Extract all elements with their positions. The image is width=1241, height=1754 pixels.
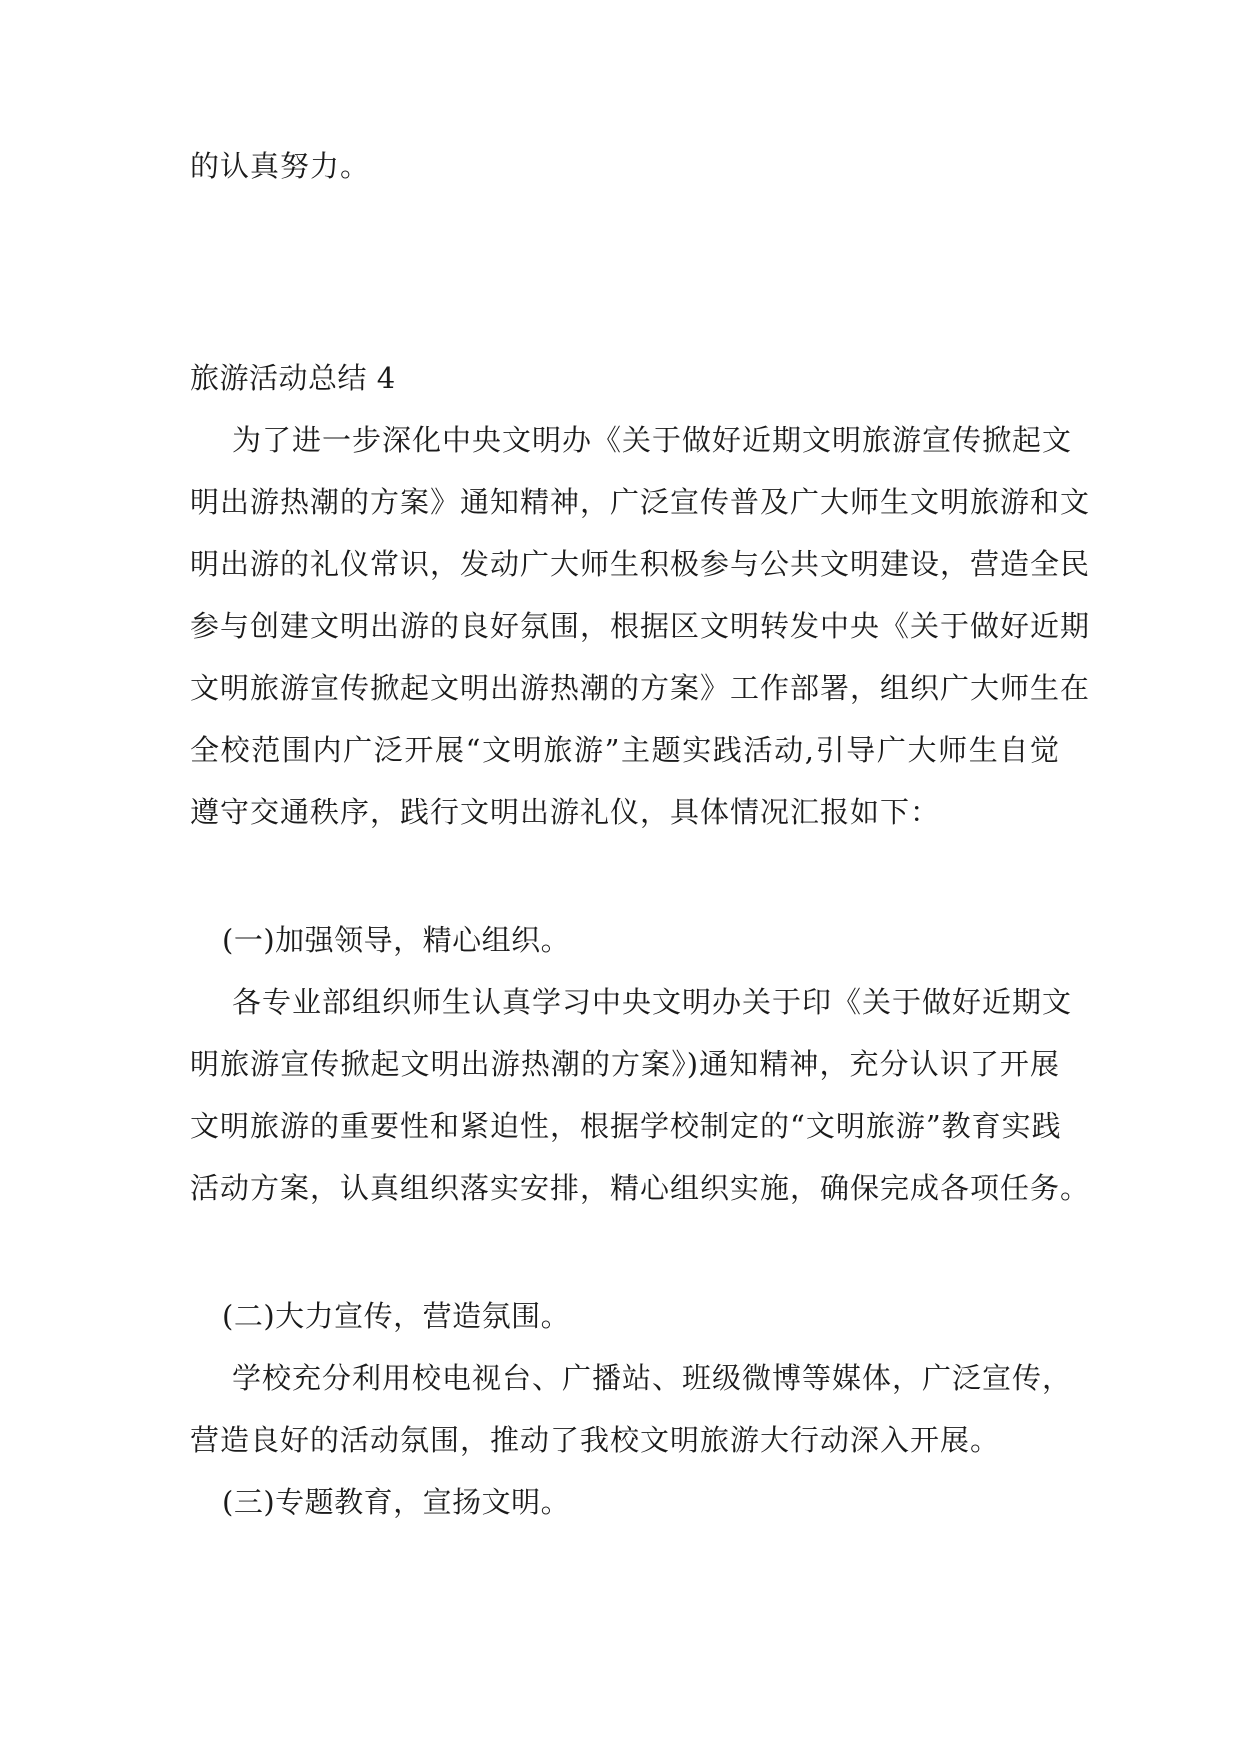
paragraph-line: 各专业部组织师生认真学习中央文明办关于印《关于做好近期文 [232, 985, 1073, 1019]
paragraph-line: 遵守交通秩序，践行文明出游礼仪，具体情况汇报如下： [190, 795, 941, 829]
paragraph-line: 营造良好的活动氛围，推动了我校文明旅游大行动深入开展。 [190, 1423, 1001, 1457]
paragraph-line: 学校充分利用校电视台、广播站、班级微博等媒体，广泛宣传， [232, 1361, 1073, 1395]
paragraph-line: 明旅游宣传掀起文明出游热潮的方案》)通知精神，充分认识了开展 [190, 1047, 1060, 1081]
paragraph-line: 参与创建文明出游的良好氛围，根据区文明转发中央《关于做好近期 [190, 609, 1091, 643]
section-title: 旅游活动总结 4 [190, 361, 396, 395]
paragraph-line: 为了进一步深化中央文明办《关于做好近期文明旅游宣传掀起文 [232, 423, 1073, 457]
paragraph-line: 文明旅游宣传掀起文明出游热潮的方案》工作部署，组织广大师生在 [190, 671, 1091, 705]
paragraph-line: 全校范围内广泛开展“文明旅游”主题实践活动,引导广大师生自觉 [190, 733, 1060, 767]
paragraph-line: 文明旅游的重要性和紧迫性，根据学校制定的“文明旅游”教育实践 [190, 1109, 1062, 1143]
subsection-heading: (三)专题教育，宣扬文明。 [222, 1485, 571, 1519]
paragraph-line: 明出游的礼仪常识，发动广大师生积极参与公共文明建设，营造全民 [190, 547, 1091, 581]
subsection-heading: (一)加强领导，精心组织。 [222, 923, 571, 957]
subsection-heading: (二)大力宣传，营造氛围。 [222, 1299, 571, 1333]
paragraph-line: 明出游热潮的方案》通知精神，广泛宣传普及广大师生文明旅游和文 [190, 485, 1091, 519]
paragraph-line: 活动方案，认真组织落实安排，精心组织实施，确保完成各项任务。 [190, 1171, 1091, 1205]
paragraph-line: 的认真努力。 [190, 149, 371, 183]
